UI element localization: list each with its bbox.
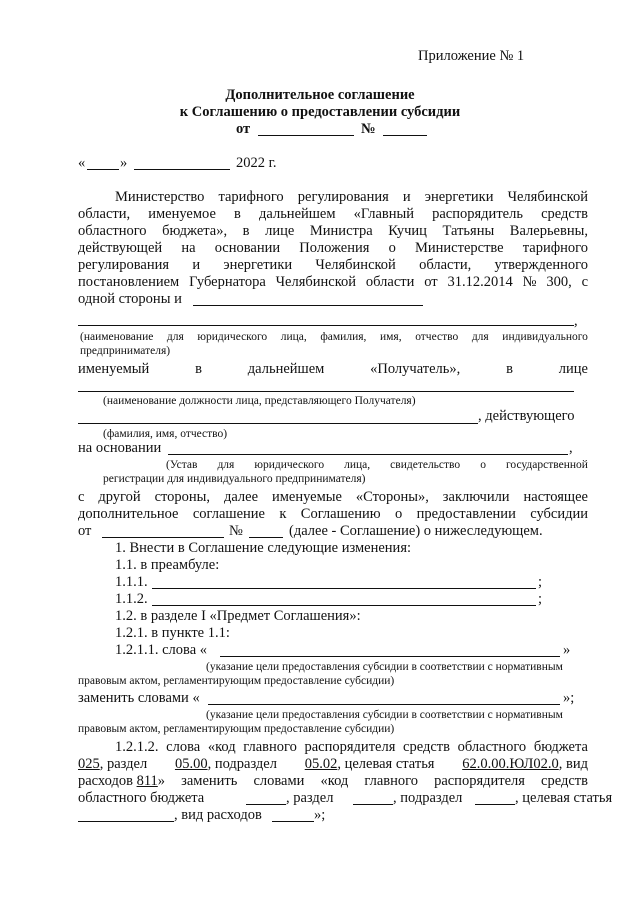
article-code: 62.0.00.ЮЛ02.0 [462, 756, 559, 772]
item-1-2-1-2-line-4-part-4: , целевая статья [515, 790, 613, 806]
position-blank [78, 391, 574, 392]
intro-line-7: одной стороны и [78, 291, 182, 307]
note-goal-1-line-1: (указание цели предоставления субсидии в соответствии с нормативным [206, 661, 563, 673]
parties-number-sign: № [229, 523, 243, 539]
new-section-blank [353, 804, 393, 805]
month-blank [134, 169, 230, 170]
item-1-2-1-2-line-4-part-1: областного бюджета [78, 790, 205, 806]
intro-line-5: регулирования и энергетики Челябинской области, утвержденного [78, 257, 588, 273]
intro-line-3: областного бюджета», в лице Министра Кучиц Татьяны Валерьевны, [78, 223, 588, 239]
item-1-2-1-2-line-5-part-2: »; [314, 807, 326, 823]
appendix-label: Приложение № 1 [418, 48, 525, 64]
item-1-2: 1.2. в разделе I «Предмет Соглашения»: [115, 608, 361, 624]
title-line-2: к Соглашению о предоставлении субсидии [179, 104, 461, 120]
intro-line-6: постановлением Губернатора Челябинской области от 31.12.2014 № 300, с [78, 274, 588, 290]
recipient-name-blank-1 [193, 305, 423, 306]
parties-from: от [78, 523, 92, 539]
item-1: 1. Внести в Соглашение следующие изменения: [115, 540, 412, 556]
title-line-1: Дополнительное соглашение [225, 87, 415, 103]
item-1-1-2: 1.1.2. [115, 591, 148, 607]
date-close-quote: » [120, 155, 128, 171]
parties-number-blank [249, 537, 283, 538]
parties-date-blank [102, 537, 224, 538]
replace-close-quote: »; [563, 690, 575, 706]
item-1-1-1-blank [152, 588, 536, 589]
section-code: 05.00 [174, 756, 208, 772]
note-fio: (фамилия, имя, отчество) [103, 428, 228, 440]
recipient-name-blank-2 [78, 325, 574, 326]
title-from: от [236, 121, 251, 137]
note-basis-line-1: (Устав для юридического лица, свидетельство о государственной [166, 459, 588, 471]
named-recipient-row: именуемый в дальнейшем «Получатель», в лице [78, 361, 588, 377]
item-1-1-2-blank [152, 605, 536, 606]
note-name-line-2: предпринимателя) [80, 345, 171, 357]
item-1-2-1-2-line-2: 025, раздел 05.00, подраздел 05.02, целевая статья 62.0.00.ЮЛ02.0, вид [78, 756, 588, 772]
comma: , [574, 313, 578, 329]
title-number-sign: № [361, 121, 376, 137]
note-name-line-1: (наименование для юридического лица, фамилия, имя, отчество для индивидуального [80, 331, 588, 343]
acting-label: , действующего [478, 408, 575, 424]
note-position: (наименование должности лица, представляющего Получателя) [103, 395, 416, 407]
basis-comma: , [569, 440, 573, 456]
fio-blank [78, 423, 478, 424]
item-1-2-1-2-line-4-part-3: , подраздел [393, 790, 463, 806]
note-basis-line-2: регистрации для индивидуального предпринимателя) [103, 473, 366, 485]
item-1-1-1: 1.1.1. [115, 574, 148, 590]
parties-rest: (далее - Соглашение) о нижеследующем. [289, 523, 543, 539]
note-goal-1-line-2: правовым актом, регламентирующим предоставление субсидии) [78, 675, 395, 687]
item-1-1: 1.1. в преамбуле: [115, 557, 220, 573]
expense-code: 811 [136, 773, 158, 789]
intro-line-2: области, именуемое в дальнейшем «Главный распорядитель средств [78, 206, 588, 222]
item-1-2-1-2-line-1: 1.2.1.2. слова «код главного распорядителя средств областного бюджета [115, 739, 588, 755]
item-1-2-1-1: 1.2.1.1. слова « [115, 642, 208, 658]
replace-label: заменить словами « [78, 690, 200, 706]
date-year: 2022 г. [236, 155, 277, 171]
item-1-2-1: 1.2.1. в пункте 1.1: [115, 625, 230, 641]
item-1-2-1-1-close-quote: » [563, 642, 571, 658]
new-expense-blank [272, 821, 314, 822]
parties-line-1: с другой стороны, далее именуемые «Стороны», заключили настоящее [78, 489, 588, 505]
basis-blank [168, 454, 568, 455]
item-1-2-1-2-line-5-part-1: , вид расходов [174, 807, 262, 823]
new-subsection-blank [475, 804, 515, 805]
agreement-number-blank [383, 135, 427, 136]
item-1-2-1-2-line-3: расходов 811» заменить словами «код главного распорядителя средств [78, 773, 588, 789]
day-blank [87, 169, 119, 170]
parties-line-2: дополнительное соглашение к Соглашению о предоставлении субсидии [78, 506, 588, 522]
note-goal-2-line-1: (указание цели предоставления субсидии в соответствии с нормативным [206, 709, 563, 721]
intro-line-4: действующей на основании Положения о Министерстве тарифного [78, 240, 588, 256]
intro-line-1: Министерство тарифного регулирования и энергетики Челябинской [115, 189, 588, 205]
item-1-1-2-semicolon: ; [538, 591, 543, 607]
item-1-2-1-2-line-4-part-2: , раздел [286, 790, 334, 806]
replace-blank [208, 704, 560, 705]
new-article-blank [78, 821, 174, 822]
subsection-code: 05.02 [304, 756, 338, 772]
agreement-date-blank [258, 135, 354, 136]
new-budget-code-blank [246, 804, 286, 805]
date-open-quote: « [78, 155, 86, 171]
item-1-1-1-semicolon: ; [538, 574, 543, 590]
item-1-2-1-1-blank [220, 656, 560, 657]
note-goal-2-line-2: правовым актом, регламентирующим предоставление субсидии) [78, 723, 395, 735]
basis-label: на основании [78, 440, 162, 456]
code-025: 025 [78, 756, 100, 772]
